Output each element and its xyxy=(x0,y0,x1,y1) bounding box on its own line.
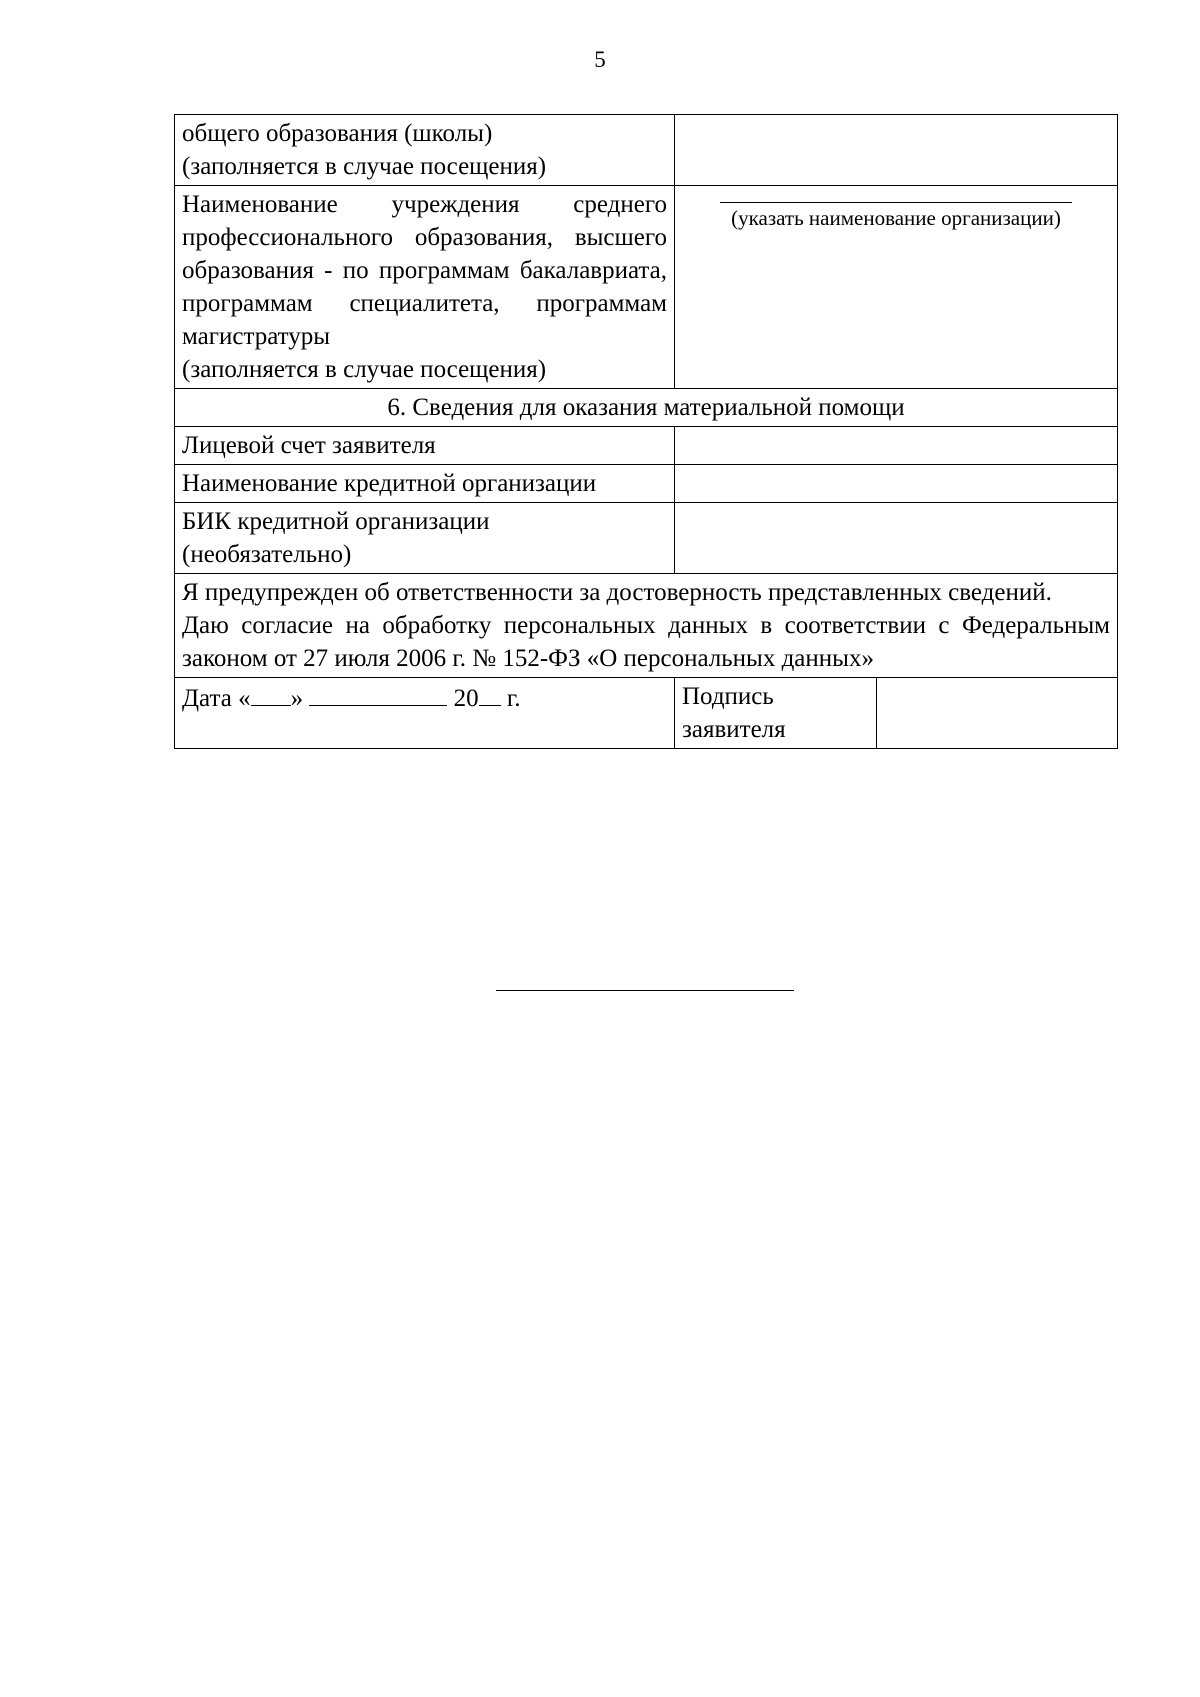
responsibility-warning: Я предупрежден об ответственности за достоверность представленных сведений. xyxy=(182,579,1052,606)
year-blank[interactable] xyxy=(479,680,501,706)
signature-label: Подпись xyxy=(682,683,774,710)
organization-name-line xyxy=(720,190,1072,203)
section-6-row xyxy=(175,389,1118,427)
bik-value-field[interactable] xyxy=(675,503,1118,574)
bank-name-value-field[interactable] xyxy=(675,465,1118,503)
higher-ed-value-field[interactable] xyxy=(675,186,1118,389)
end-divider xyxy=(496,990,794,991)
section-6-title: 6. Сведения для оказания материальной помощи xyxy=(175,389,1118,427)
signature-label-cell xyxy=(675,678,877,749)
bik-row xyxy=(175,503,1118,574)
account-label: Лицевой счет заявителя xyxy=(175,427,675,465)
organization-name-hint: (указать наименование организации) xyxy=(731,206,1061,230)
school-row xyxy=(175,115,1118,186)
school-note: (заполняется в случае посещения) xyxy=(182,153,547,180)
higher-ed-label-cell xyxy=(175,186,675,389)
higher-ed-label: Наименование учреждения среднего профессионального образования, высшего образования - по программам бакалавриата, программам специалитета, программам магистратуры xyxy=(182,191,667,350)
declaration-cell xyxy=(175,574,1118,678)
school-value-field[interactable] xyxy=(675,115,1118,186)
bik-label-cell xyxy=(175,503,675,574)
higher-ed-note: (заполняется в случае посещения) xyxy=(182,356,547,383)
account-value-field[interactable] xyxy=(675,427,1118,465)
school-label: общего образования (школы) xyxy=(182,120,493,147)
bik-note: (необязательно) xyxy=(182,541,352,568)
year-prefix: 20 xyxy=(453,685,479,712)
application-form-table xyxy=(174,114,1118,749)
account-row xyxy=(175,427,1118,465)
signature-field[interactable] xyxy=(877,678,1118,749)
month-blank[interactable] xyxy=(309,680,447,706)
date-mid: » xyxy=(290,685,304,712)
date-prefix: Дата « xyxy=(182,685,251,712)
page-number: 5 xyxy=(594,47,606,72)
signature-row xyxy=(175,678,1118,749)
date-cell xyxy=(175,678,675,749)
personal-data-consent: Даю согласие на обработку персональных данных в соответствии с Федеральным законом от 27 июля 2006 г. № 152-ФЗ «О персональных данных» xyxy=(182,612,1110,672)
declaration-row xyxy=(175,574,1118,678)
day-blank[interactable] xyxy=(251,680,291,706)
higher-ed-row xyxy=(175,186,1118,389)
signature-label-2: заявителя xyxy=(682,716,786,743)
bank-name-row xyxy=(175,465,1118,503)
bik-label: БИК кредитной организации xyxy=(182,508,490,535)
bank-name-label: Наименование кредитной организации xyxy=(175,465,675,503)
school-label-cell xyxy=(175,115,675,186)
year-suffix: г. xyxy=(506,685,521,712)
